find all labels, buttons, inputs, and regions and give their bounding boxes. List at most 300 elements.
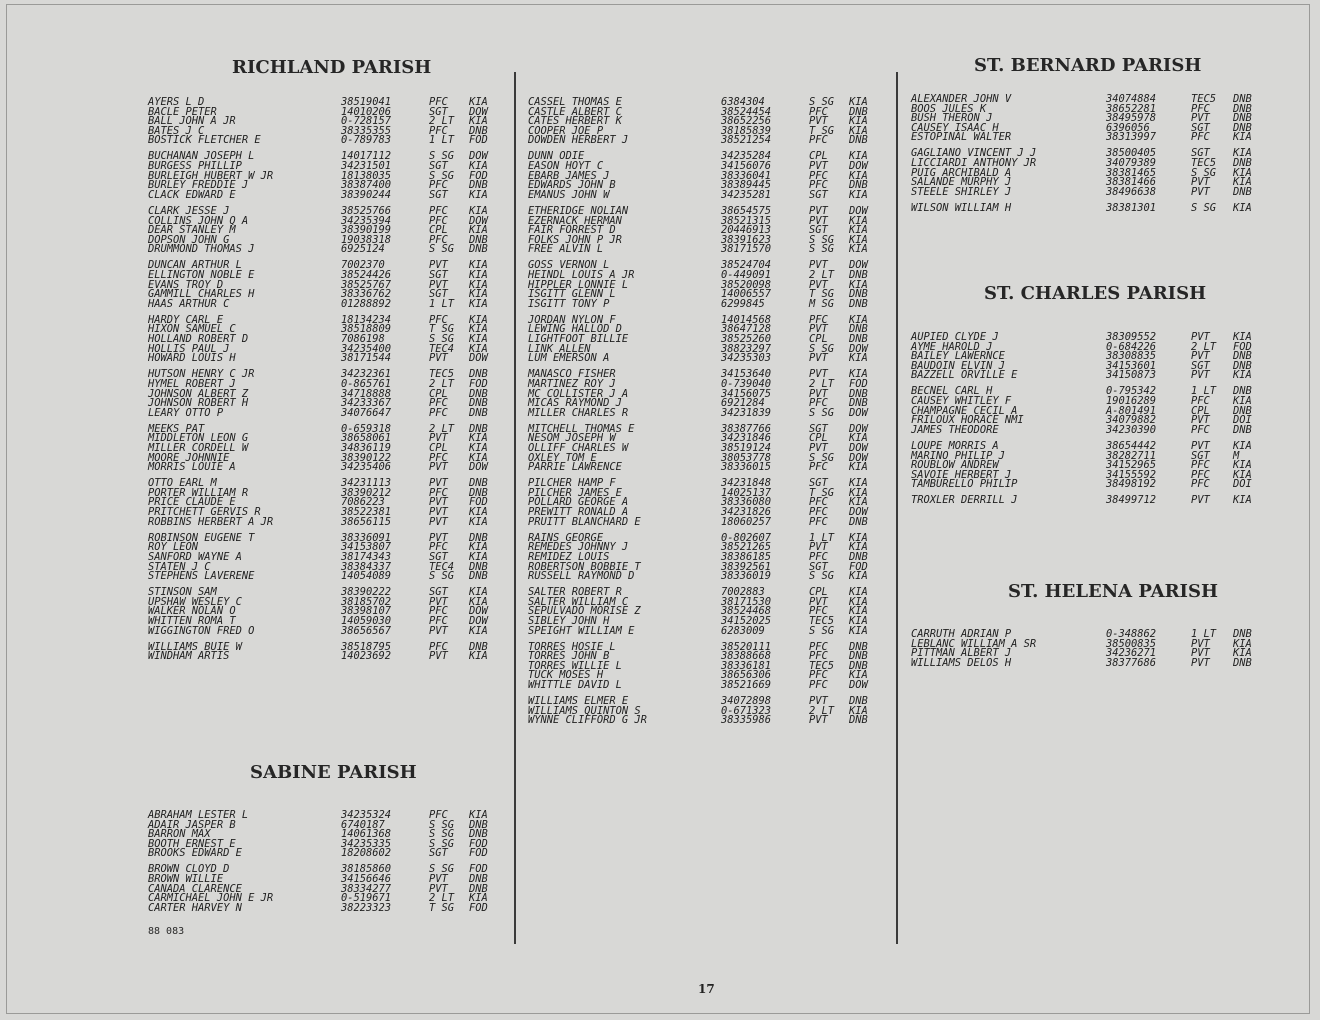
entry-serial-number: 38335355 [341,124,392,137]
entry-rank: PFC [429,605,448,618]
entry-status: KIA [849,570,868,583]
roster-entry [528,136,888,146]
entry-name: BAILEY LAWERNCE [911,350,1005,363]
entry-name: WIGGINGTON FRED O [148,624,255,637]
entry-status: KIA [849,124,868,137]
entry-rank: T SG [809,486,835,499]
entry-serial-number: 38656115 [341,515,392,528]
entry-status: KIA [849,96,868,108]
entry-serial-number: 38335986 [721,714,772,727]
entry-status: FOD [849,560,868,573]
entry-status: KIA [469,224,488,237]
entry-status: DNB [849,297,868,310]
entry-rank: SGT [429,586,448,599]
entry-name: BARRON MAX [148,828,211,841]
entry-name: DOPSON JOHN G [148,233,230,246]
entry-serial-number: 34231826 [721,506,772,519]
entry-status: FOD [849,377,868,390]
entry-status: DOW [469,352,488,365]
entry-rank: CPL [429,442,448,454]
entry-serial-number: 38309552 [1106,331,1157,343]
entry-rank: PVT [429,461,448,474]
entry-name: WHITTEN ROMA T [148,615,236,627]
entry-serial-number: 7086223 [341,496,385,509]
entry-serial-number: 34235281 [721,188,772,201]
entry-rank: PVT [429,278,448,291]
entry-serial-number: 6740187 [341,818,385,831]
entry-rank: CPL [429,387,448,400]
entry-rank: S SG [809,342,835,355]
entry-serial-number: 38823297 [721,342,772,355]
roster-entry [148,136,508,146]
entry-rank: PVT [429,873,448,886]
entry-name: CHAMPAGNE CECIL A [911,404,1018,417]
entry-name: CATES HERBERT K [528,115,622,128]
section-richland-1 [148,98,508,668]
entry-serial-number: 38521315 [721,214,772,227]
entry-serial-number: 38053778 [721,451,772,464]
entry-name: PRITCHETT GERVIS R [148,506,261,519]
entry-status: KIA [849,313,868,326]
entry-serial-number: 38525767 [341,278,392,291]
roster-entry [911,185,1271,198]
entry-status: KIA [849,461,868,474]
entry-name: EMANUS JOHN W [528,188,610,201]
entry-status: FOD [1233,340,1252,353]
entry-status: DNB [469,818,488,831]
roster-entry [528,463,888,473]
entry-serial-number: 34156646 [341,873,392,886]
entry-serial-number: 38171570 [721,243,772,256]
entry-name: PRICE CLAUDE E [148,496,236,509]
entry-rank: SGT [1191,359,1210,372]
entry-rank: S SG [429,828,455,841]
entry-rank: PFC [809,550,828,563]
entry-serial-number: 38524426 [341,269,392,281]
entry-group [911,95,1271,143]
entry-rank: CPL [809,333,828,346]
entry-status: DNB [1233,157,1252,170]
entry-name: BATES J C [148,124,205,137]
entry-status: KIA [469,342,488,355]
roster-entry [528,297,888,310]
entry-serial-number: 0-684226 [1106,340,1157,353]
entry-name: MARTINEZ ROY J [528,377,616,390]
entry-serial-number: 34231113 [341,477,392,490]
entry-name: MIDDLETON LEON G [148,432,249,445]
roster-entry [148,245,508,255]
entry-serial-number: 38223323 [341,901,392,914]
entry-name: WILLIAMS DELOS H [911,656,1012,669]
entry-serial-number: 38525260 [721,333,772,346]
entry-status: FOD [469,496,488,509]
entry-name: HOLLAND ROBERT D [148,333,249,346]
entry-serial-number: 34156075 [721,387,772,400]
entry-group [528,204,888,256]
entry-name: STEELE SHIRLEY J [911,185,1012,198]
entry-rank: PVT [809,442,828,454]
entry-status: DOW [849,442,868,454]
entry-status: KIA [469,892,488,905]
entry-name: MORRIS LOUIE A [148,461,236,474]
entry-name: TORRES JOHN B [528,650,610,663]
entry-status: KIA [1233,331,1252,343]
entry-serial-number: 38518795 [341,640,392,653]
entry-name: DEAR STANLEY M [148,224,236,237]
entry-rank: PFC [429,214,448,227]
entry-rank: PVT [1191,350,1210,363]
entry-rank: PVT [1191,656,1210,669]
entry-serial-number: 34231846 [721,432,772,445]
roster-entry [528,624,888,637]
entry-status: DNB [469,570,488,583]
entry-status: DNB [849,659,868,672]
entry-rank: TEC5 [1191,93,1217,105]
entry-name: WINDHAM ARTIS [148,650,230,663]
entry-rank: PFC [1191,468,1210,481]
entry-name: PARRIE LAWRENCE [528,461,622,474]
entry-name: GAGLIANO VINCENT J J [911,147,1037,160]
entry-serial-number: 38495978 [1106,112,1157,125]
entry-status: KIA [1233,201,1252,214]
entry-name: WILLIAMS BUIE W [148,640,242,653]
entry-name: HARDY CARL E [148,313,224,326]
entry-name: MC COLLISTER J A [528,387,629,400]
entry-rank: SGT [809,477,828,490]
entry-serial-number: 38308835 [1106,350,1157,363]
entry-rank: SGT [809,422,828,435]
entry-name: BECNEL CARL H [911,385,993,398]
entry-serial-number: 38522381 [341,506,392,519]
entry-name: LEARY OTTO P [148,406,224,419]
entry-name: MOORE JOHNNIE [148,451,230,464]
entry-rank: PVT [809,368,828,381]
entry-name: OLLIFF CHARLES W [528,442,629,454]
entry-rank: S SG [809,570,835,583]
entry-rank: S SG [429,243,455,256]
heading-st-helena-parish: ST. HELENA PARISH [1008,581,1218,602]
entry-rank: SGT [429,160,448,173]
entry-rank: PFC [429,809,448,821]
entry-name: ISGITT GLENN L [528,288,616,301]
entry-status: DNB [469,560,488,573]
entry-status: DNB [849,714,868,727]
entry-rank: PVT [429,496,448,509]
entry-name: ROBERTSON BOBBIE T [528,560,641,573]
entry-status: KIA [849,432,868,445]
entry-rank: 2 LT [809,704,835,717]
entry-status: KIA [849,586,868,599]
entry-rank: 1 LT [1191,385,1217,398]
entry-name: FRILOUX HORACE NMI [911,414,1024,427]
entry-status: DNB [469,486,488,499]
entry-rank: S SG [809,233,835,246]
entry-name: TORRES WILLIE L [528,659,622,672]
entry-status: DOW [469,605,488,618]
entry-serial-number: 34231839 [721,406,772,419]
entry-serial-number: 38381301 [1106,201,1157,214]
entry-name: WALKER NOLAN O [148,605,236,618]
entry-name: RAINS GEORGE [528,531,604,544]
entry-rank: S SG [809,96,835,108]
entry-serial-number: 34235284 [721,150,772,163]
entry-status: KIA [469,541,488,554]
heading-st-charles-parish: ST. CHARLES PARISH [984,283,1207,304]
entry-serial-number: 0-865761 [341,377,392,390]
entry-rank: 2 LT [429,115,455,128]
entry-status: DNB [469,531,488,544]
entry-status: DOW [849,506,868,519]
entry-serial-number: 38381466 [1106,176,1157,189]
entry-serial-number: 38334277 [341,882,392,895]
entry-status: KIA [469,650,488,663]
entry-status: KIA [469,550,488,563]
entry-rank: PFC [809,669,828,682]
entry-rank: PFC [809,605,828,618]
entry-rank: PFC [429,451,448,464]
entry-rank: PFC [429,486,448,499]
entry-status: DOW [849,204,868,217]
entry-group [148,531,508,583]
roster-entry [148,354,508,364]
roster-entry [148,297,508,310]
entry-name: LOUPE MORRIS A [911,439,999,452]
entry-name: CARTER HARVEY N [148,901,242,914]
entry-rank: TEC4 [429,560,455,573]
entry-serial-number: 14014568 [721,313,772,326]
entry-status: DNB [849,288,868,301]
entry-serial-number: 38390222 [341,586,392,599]
entry-name: OXLEY TOM E [528,451,597,464]
entry-rank: PVT [809,259,828,272]
entry-status: KIA [469,269,488,281]
entry-rank: T SG [429,901,455,914]
entry-status: DOW [469,214,488,227]
entry-name: MITCHELL THOMAS E [528,422,635,435]
entry-name: PRUITT BLANCHARD E [528,515,641,528]
entry-status: DNB [469,397,488,410]
entry-group [911,149,1271,197]
entry-rank: PVT [429,624,448,637]
entry-group [528,261,888,309]
entry-serial-number: 38521254 [721,134,772,147]
entry-rank: SGT [429,550,448,563]
entry-rank: PVT [809,115,828,128]
entry-rank: 2 LT [1191,340,1217,353]
entry-serial-number: 38496638 [1106,185,1157,198]
entry-name: STATEN J C [148,560,211,573]
entry-rank: T SG [809,124,835,137]
entry-rank: S SG [429,863,455,876]
entry-name: WILLIAMS QUINTON S [528,704,641,717]
entry-name: CASSEL THOMAS E [528,96,622,108]
entry-serial-number: 14017112 [341,150,392,163]
entry-status: KIA [849,233,868,246]
entry-name: BURLEIGH HUBERT W JR [148,169,274,182]
entry-name: NESOM JOSEPH W [528,432,616,445]
section-sabine [148,811,508,920]
entry-serial-number: 14061368 [341,828,392,841]
entry-status: KIA [469,288,488,301]
roster-entry [148,188,508,201]
column-divider-right [896,72,898,944]
entry-name: LEBLANC WILLIAM A SR [911,637,1037,650]
entry-serial-number: 38185702 [341,595,392,608]
entry-status: KIA [849,704,868,717]
entry-rank: SGT [1191,449,1210,462]
entry-rank: CPL [809,150,828,163]
entry-serial-number: 0-671323 [721,704,772,717]
entry-name: LINK ALLEN [528,342,591,355]
section-st-charles [911,333,1271,513]
entry-status: DNB [849,323,868,336]
entry-name: DRUMMOND THOMAS J [148,243,255,256]
entry-name: ROY LEON [148,541,199,554]
entry-name: GOSS VERNON L [528,259,610,272]
entry-rank: PFC [809,313,828,326]
section-st-bernard [911,95,1271,220]
heading-richland-parish: RICHLAND PARISH [232,57,432,78]
entry-name: JOHNSON ROBERT H [148,397,249,410]
entry-serial-number: 38377686 [1106,656,1157,669]
entry-name: LICCIARDI ANTHONY JR [911,157,1037,170]
entry-status: DNB [1233,93,1252,105]
entry-rank: 1 LT [809,531,835,544]
section-richland-2 [528,98,888,732]
entry-rank: PVT [429,515,448,528]
roster-entry [528,681,888,691]
roster-entry [148,652,508,662]
entry-status: KIA [469,442,488,454]
entry-status: DNB [469,828,488,841]
entry-status: DOW [849,451,868,464]
entry-name: WILLIAMS ELMER E [528,695,629,708]
entry-rank: PFC [429,615,448,627]
entry-rank: PFC [429,96,448,108]
entry-rank: PVT [429,650,448,663]
entry-name: DOWDEN HERBERT J [528,134,629,147]
entry-name: SALTER ROBERT R [528,586,622,599]
entry-status: DNB [469,179,488,192]
entry-serial-number: 34235394 [341,214,392,227]
entry-rank: CPL [429,224,448,237]
entry-name: ABRAHAM LESTER L [148,809,249,821]
entry-serial-number: 34153807 [341,541,392,554]
entry-name: CAUSEY ISAAC H [911,121,999,134]
entry-serial-number: 38520098 [721,278,772,291]
entry-serial-number: 38390212 [341,486,392,499]
roster-entry [911,423,1271,436]
entry-serial-number: 34231848 [721,477,772,490]
entry-name: PILCHER JAMES E [528,486,622,499]
entry-serial-number: 38398107 [341,605,392,618]
entry-serial-number: 14010206 [341,105,392,118]
entry-rank: PFC [809,169,828,182]
entry-status: KIA [469,259,488,272]
entry-rank: S SG [429,333,455,346]
entry-status: DNB [469,422,488,435]
entry-rank: PVT [1191,647,1210,660]
entry-status: DOW [849,422,868,435]
entry-name: REMIDEZ LOUIS [528,550,610,563]
entry-rank: PVT [429,259,448,272]
entry-name: ROBBINS HERBERT A JR [148,515,274,528]
entry-serial-number: 38389445 [721,179,772,192]
entry-status: KIA [849,169,868,182]
entry-name: GAMMILL CHARLES H [148,288,255,301]
entry-status: DNB [1233,423,1252,436]
entry-serial-number: 6925124 [341,243,385,256]
roster-entry [148,849,508,859]
entry-serial-number: 38381465 [1106,166,1157,179]
roster-entry [911,480,1271,490]
entry-group [148,640,508,663]
footnote-code: 88 083 [148,926,185,937]
entry-rank: T SG [429,323,455,336]
entry-status: KIA [849,115,868,128]
entry-group [528,370,888,418]
entry-group [528,98,888,146]
entry-rank: PFC [429,204,448,217]
entry-rank: PVT [809,714,828,727]
entry-serial-number: 34072898 [721,695,772,708]
entry-rank: SGT [429,847,448,860]
entry-rank: PFC [429,179,448,192]
entry-status: KIA [849,531,868,544]
entry-serial-number: 38524704 [721,259,772,272]
heading-sabine-parish: SABINE PARISH [250,762,417,783]
entry-group [148,479,508,527]
entry-group [528,640,888,692]
entry-status: DNB [469,124,488,137]
entry-serial-number: 38524468 [721,605,772,618]
entry-rank: PFC [809,506,828,519]
entry-serial-number: 38171544 [341,352,392,365]
roster-entry [528,515,888,528]
entry-status: KIA [469,278,488,291]
entry-name: BUCHANAN JOSEPH L [148,150,255,163]
entry-group [148,865,508,913]
entry-status: DOW [849,679,868,692]
entry-rank: SGT [429,188,448,201]
entry-status: KIA [849,224,868,237]
entry-group [911,439,1271,491]
entry-serial-number: 38336181 [721,659,772,672]
entry-serial-number: 38520111 [721,640,772,653]
entry-rank: S SG [429,169,455,182]
entry-name: STEPHENS LAVERENE [148,570,255,583]
entry-serial-number: 6299845 [721,297,765,310]
entry-status: KIA [1233,494,1252,507]
entry-serial-number: 38392561 [721,560,772,573]
entry-rank: PVT [429,506,448,519]
entry-rank: S SG [429,150,455,163]
entry-group [148,370,508,418]
entry-name: EZERNACK HERMAN [528,214,622,227]
entry-name: COOPER JOE P [528,124,604,137]
entry-group [911,333,1271,381]
entry-serial-number: 34235406 [341,461,392,474]
entry-name: TAMBURELLO PHILIP [911,478,1018,491]
entry-status: KIA [849,624,868,637]
entry-status: FOD [469,134,488,147]
entry-status: KIA [849,669,868,682]
entry-serial-number: 38336762 [341,288,392,301]
entry-serial-number: 34155592 [1106,468,1157,481]
entry-rank: 1 LT [1191,628,1217,640]
entry-name: HIPPLER LONNIE L [528,278,629,291]
entry-rank: PFC [809,461,828,474]
